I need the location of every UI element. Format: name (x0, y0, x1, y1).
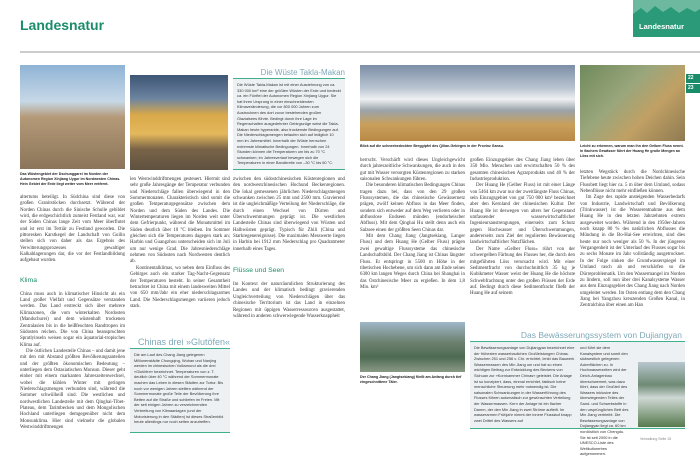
text-column-6 (580, 170, 685, 318)
section-heading-fluesse: Flüsse und Seen (233, 267, 285, 275)
infobox-takla-makan: Die Wüste Takla-Makan ist mit einer Ausdehnung von ca. 330 000 km² eine der größten Wüsten der Erde und bedeckt ca. ein Fünftel der Autonomen Region Xinjiang Uygur. Sie hat ihren Ursprung in einer einschneidenden Klimaveränderung, die vor 800 000 Jahren zum Austrocknen des dort zuvor bestehenden großen Glazialsees führte. Bedingt durch ihre Lage im Regenschatten ausgedehnter Gebirgszüge weist die Takla-Makan heute hyperaride, also trockenste Bedingungen auf. Die Niederschlagsmengen belaufen sich auf lediglich 10 mm im Jahresmittel. Innerhalb der Wüste herrschen extremste klimatische Bedingungen. Innerhalb von 24 Stunden können die Temperaturen um bis zu 70 °C schwanken; im Jahresverlauf bewegen sich die Temperaturen in einer Bandbreite von –30 °C bis 60 °C. (233, 78, 345, 170)
photo-caption: Blick auf die schneebedeckten Berggipfel des Qilian-Gebirges in der Provinz Gansu. (360, 144, 504, 148)
section-title: Landesnatur (20, 17, 105, 33)
paragraph: len Westwinddriftmengen gesteuert. Hiermit sind sehr große Jahresgänge der Temperatur verbunden und Niederschläge fallen überwiegend in den Sommermonaten. Charakteristisch sind somit die großen Temperaturgegensätze zwischen dem Norden und dem Süden des Landes. Die Wintertemperaturen liegen im Norden weit unter dem Gefrierpunkt, während die Monatsmittel im Süden deutlich über 10 °C bleiben. Im Sommer gleichen sich die Temperaturen dagegen stark an; Harbin und Guangzhou unterscheiden sich im Juli um nur wenige Grad. Die Jahresniederschläge nehmen von Südosten nach Nordwesten deutlich ab. (130, 177, 230, 265)
paragraph: Die besonderen klimatischen Bedingungen Chinas tragen dazu bei, dass von den 29 großen Flusssystemen, die das chinesische Gewässernetz prägen, zwölf keinen Abfluss in das Meer finden, sondern sich entweder auf dem Weg verlieren oder in abflusslose Endseen münden (endorheischer Abfluss). Mit dem Qinghai Hu stellt denn auch ein Salzsee einen der größten Seen Chinas dar. (360, 183, 465, 233)
paragraph: Der Huang He (Gelber Fluss) ist mit einer Länge von 5464 km zwar nur der zweitlängste Fluss Chinas, sein Einzugsgebiet von gut 750 000 km² bezeichnet aber den Kernland der chinesischen Kultur. Der Huang He ist deswegen von alters her Gegenstand umfassender wasserwirtschaftlicher Ingenieursanstrengungen, einerseits zum Schutz gegen Hochwasser und Überschwemmungen, andererseits zum Ziel der regulierten Bewässerung landwirtschaftlicher Nutzflächen. (470, 183, 575, 246)
photo-caption: Das Wüstengebiet der Dschunggarei im Norden der Autonomen Region Xinjiang Uygur im Nordwesten Chinas. Hein Gebiet der Erde liegt weiter vom Meer entfernt. (20, 172, 121, 186)
text-column-1 (20, 195, 125, 445)
box-title-dujiangyan: Das Bewässerungssystem von Dujiangyan (520, 330, 682, 340)
desert-photo (20, 65, 125, 169)
section-heading-klima: Klima (20, 276, 37, 284)
paragraph: altertums beteiligt. In Südchina sind diese von großen Granitstöcken durchsetzt. Während der Norden Chinas durch die Sinische Scholle gebildet wird, die erdgeschichtlich zumeist Festland war, war der Süden Chinas lange Zeit vom Meer überflutet und ist erst im Tertiär zu Festland geworden. Die pittoresken Karstkegel der Landschaft von Guilin stellen sich von daher als das Ergebnis des Verwitterungsprozesses gewaltiger Kalkablagerungen dar, die vor der Festlandbildung aufgebaut wurden. (20, 195, 125, 264)
footer-note: Verwaltung Seite 15 (640, 437, 672, 441)
qilian-mountains-photo (360, 65, 575, 141)
paragraph: Die östlichen Landesteile Chinas – und damit jene mit den mit Abstand größten Bevölkerungsanteilen und der größten ökonomischen Bedeutung – unterliegen dem Ostasiatischen Monsun. Dieser geht einher mit einem markanten Jahreszeitenwechsel, wobei die kühlen Winter mit geringen Niederschlagsmengen verbunden sind, während die Sommer schwülheiß sind. Die westlichen und nordwestlichen Landesteile mit dem Qinghai-Tibet-Plateau, dem Tarimbecken und dem Mongolischen Hochland unterliegen demgegenüber nicht dem Monsunklima. Hier sind vielmehr die globalen Westwinddriftmengen (20, 348, 125, 430)
box-text-left: Die Bewässerungsanlage von Dujiangyan bezeichnet eine der frühesten wasserbaulichen Großleistungen Chinas. Zwischen 251 und 256 v. Chr. errichtet, lenkt das Bauwerk Wassermassen des Min Jiang um und hat so einen wichtigen Beitrag zur Entwicklung des Beckens von Sichuan zur »Kornkammer Chinas« geleistet. Die Anlage ist so konzipiert, dass, einmal errichtet, faktisch keine menschliche Steuerung mehr notwendig ist. Die saisonalen Schwankungen in der Wasserführung des Flusses führen automatisch zur gewünschten Verteilung der Wassermassen. Kern der Anlage ist ein flacher Damm, der den Min Jiang in zwei Ströme aufteilt. Im wasserarmen Frühjahr nimmt der innere Flusslauf knapp zwei Drittel des Wassers auf (474, 345, 575, 423)
dune-photo (130, 75, 228, 170)
text-column-5 (470, 158, 575, 318)
text-column-3 (233, 177, 345, 445)
paragraph: Kontinentalklimas, wo neben dem Einfluss des Gebirges auch ein starker Tag-Nacht-Gegensatz der Temperaturen besteht. In seiner Gesamtheit betrachtet ist China mit einem landesweiten Mittel von 650 mm/Jahr ein eher niederschlagsarmes Land. Die Niederschlagsmengen variieren jedoch stark. (130, 265, 230, 309)
text-column-4 (360, 158, 465, 318)
paragraph: Mit dem Chang Jiang (Jangtsekiang, Langer Fluss) und dem Huang He (Gelber Fluss) prägen zwei gewaltige Flusssysteme das chinesische Landschaftsbild. Der Chang Jiang ist Chinas längster Fluss. Er entspringt in 5500 m Höhe in der tibetischen Hochebene, um sich dann am Ende seines 6300 km langen Weges durch China bei Shanghai in das Ostchinesische Meer zu ergießen. In dem 1,8 Mio. km² (360, 234, 465, 290)
paragraph: Der Name »Gelber Fluss« rührt von der schwergelben Färbung des Flusses her, die durch den mitgeführten Löss verursacht wird. Mit einer Sedimentfracht von durchschnittlich 35 kg je Kubikmeter Wasser weist der Huang He die höchste Schwebfrachtung unter den großen Flüssen der Erde auf. Bedingt durch diese Sedimentfracht fließt der Huang He auf seinem (470, 246, 575, 297)
section-tab (633, 0, 700, 37)
box-text-right-body: und führt sie dem Kanalsystem und somit den südwestlich gelegenen Ackerflächen zu. In Hochwasserzeiten wird der Deich-Anlagenbau überschwemmt, was dazu führt, dass der Großteil des Wassers inklusive des überwiegenden Teiles der Sand- und Schwebstoffe in den ursprünglichen Bett des Min Jiang verbleibt. Die Bewässerungsanlage von Dujiangyan liegt ca. 60 km nordöstlich von Chengdu. Sie ist seit 2000 in die UNESCO-Liste des Weltkulturerbes aufgenommen. (580, 345, 629, 457)
photo-caption: Leicht zu erkennen, warum man ihn den Gelben Fluss nennt. In flachem Gewässer führt der Huang He große Mengen an Löss mit sich. (580, 144, 684, 158)
page-number-left: 22 (686, 74, 700, 83)
infobox-glutoefen: Die am Lauf des Chang Jiang gelegenen Millionenstädte Chongqing, Wuhan und Nanjing werden im chinesischen Volksmund als die drei »Glutöfen« bezeichnet. Temperaturen von z. T. deutlich über 40 °C während der Sommermonate machen das Leben in diesen Städten zur Tortur. Bis noch vor wenigen Jahren stellten während der Sommermonate große Teile der Bevölkerung ihre Betten auf die Straße und schliefen im Freien. Mit der seit einigen Jahren zu verzeichnenden Verbreitung von Klimaanlagen (und der Motorisierung in den Städten) ist dieses Straßenbild heute allerdings nur noch selten anzutreffen. (130, 348, 230, 433)
paragraph: zwischen den südostchinesischen Küstenregionen und den nordwestchinesischen Hochund Beckenregionen. Die lokal gemessenen jährlichen Niederschlagsmengen schwanken zwischen 25 mm und 2500 mm. Gravierend ist die ungleichmäßige Verteilung der Niederschläge, die durch einen Wechsel von Dürren und Überschwemmungen geprägt ist. Die westlichen Landesteile Chinas sind überwiegend von Wüsten und Halbwüsten geprägt. Typisch für Zhili (China und Starkregenereignisse). Die maximalen Messwerte liegen in Harbin bei 1912 mm Niederschlag pro Quadratmeter innerhalb eines Tages. (233, 177, 345, 252)
header-rule (20, 51, 700, 53)
paragraph: Im Kontext der naturräumlichen Strukturierung des Landes und der klimatisch bedingt gravierenden Ungleichverteilung von Niederschlägen über das chinesische Territorium ist das Land in einzelnen Regionen mit üppigen Wasserressourcen ausgestattet, während in anderen schwerwiegende Wasserknappheit (233, 282, 345, 319)
text-column-2 (130, 177, 230, 335)
tab-label: Landesnatur (639, 22, 685, 31)
photo-caption: Der Chang Jiang (Jangtsekiang) fließt am Anfang durch tief eingeschnittene Täler. (360, 375, 462, 384)
paragraph: letzten Wegstück durch die Nordchinesische Tiefebene heute zwischen hohen Deichen dahin. Sein Flussbett liegt hier ca. 5 m über dem Umland, sodass Nebenflüsse nicht mehr einfließen können. (580, 170, 685, 195)
paragraph: großen Einzugsgebiet des Chang Jiang leben über 350 Mio. Menschen und erwirtschaften 50 % des gesamten chinesischen Agrarprodukts und 40 % der Industrieproduktion. (470, 158, 575, 183)
box-title-glutoefen: Chinas drei »Glutöfen« (137, 337, 230, 347)
page-number-right: 23 (686, 84, 700, 93)
paragraph: Im Zuge des rapide ansteigenden Wasserbedarfs von Industrie, Landwirtschaft und Bevölkerung (Trinkwasser) ist die Wasserentnahme aus dem Huang He in den letzten Jahrzehnten extrem ausgeweitet worden. Während in den 1950er-Jahren noch knapp 80 % des natürlichen Abflusses die Mündung in die Bo-Hai-See erreichten, sind dies heute nur noch weniger als 50 %. In der jüngeren Vergangenheit ist der Unterlauf des Flusses sogar bis zu sechs Monate im Jahr vollständig ausgetrocknet. In der Folge sinken die Grundwasserspiegel im Umland rasch ab und verschärfen so die Dürreproblematik. Um den Wassermangel im Norden zu lindern, soll nun über drei Kanalsysteme Wasser aus dem Einzugsgebiet des Chang Jiang nach Norden umgeleitet werden. Im Osten entlang dem den Chang Jiang bei Yangzhou kreuzenden Großen Kanal, in Zentralchina über einen am Han (580, 195, 685, 309)
dujiangyan-photo (638, 362, 685, 427)
paragraph: herrscht. Verschärft wird dieses Ungleichgewicht durch jahreszeitliche Schwankungen, die auch in den gut mit Wasser versorgten Küstenregionen zu starken saisonalen Schwankungen führen. (360, 158, 465, 183)
mountains-icon (633, 0, 700, 37)
paragraph: China muss auch in klimatischer Hinsicht als ein Land großer Vielfalt und Gegensätze verstanden werden. Das Land erstreckt sich über mehrere Klimazonen, die vom winterkalten Nordosten (Mandschurei) und dem wüstenhaft trockenen Zentralasien bis in die heißfeuchten Randtropen im Südosten reichen. Die von China beanspruchten Spratlyinseln weisen sogar ein äquatorial-tropisches Klima auf. (20, 291, 125, 348)
huang-he-photo (580, 65, 685, 141)
box-title-takla-makan: Die Wüste Takla-Makan (260, 68, 345, 77)
chang-jiang-photo (360, 322, 465, 372)
